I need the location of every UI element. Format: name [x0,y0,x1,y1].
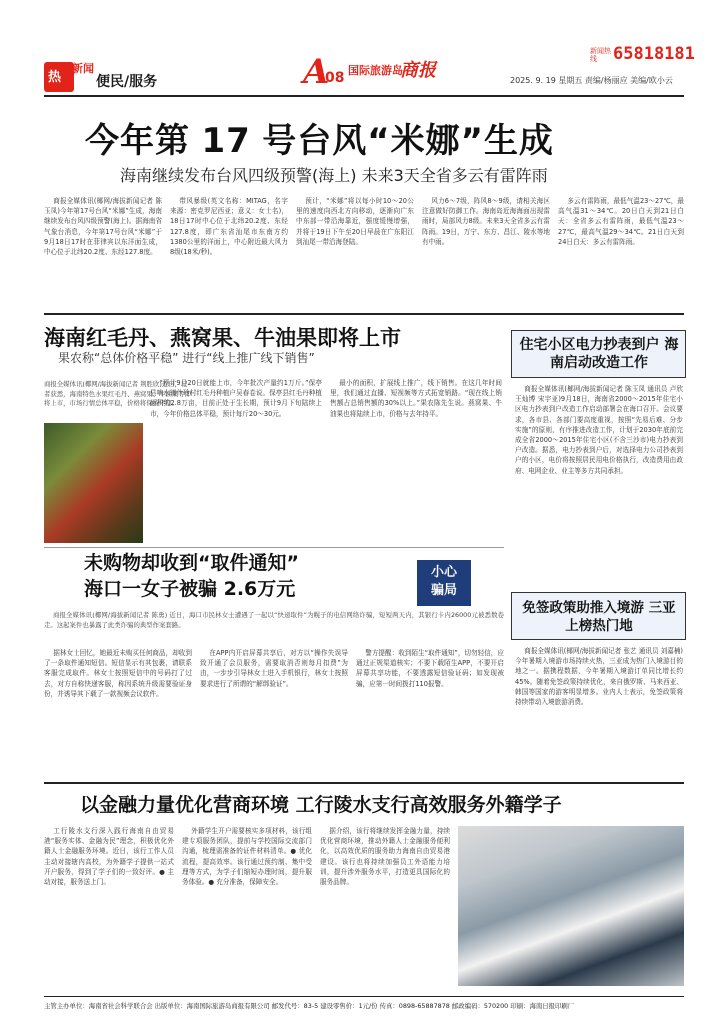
sidebar1-title: 住宅小区电力抄表到户 海南启动改造工作 [519,337,679,371]
article2-headline: 海南红毛丹、燕窝果、牛油果即将上市 [44,326,401,350]
page-number: 08 [325,70,345,86]
stamp-line-1: 小心 [430,565,457,580]
article2-subheadline: 果农称“总体价格平稳” 进行“线上推广线下销售” [58,351,315,365]
sidebar1-body: 商报全媒体讯(椰网/海拔新闻记者 陈玉凤 通讯员 卢欣 王灿博 宋宇亚)9月18日，海南省2000～2015年住宅小区电力抄表到户改造工作启动部署会在海口召开。会议要求，各市县、各部门要高度重视，按照“先易后难、分步实施”的原则，有序推进改造工作，计划于2030年底前完成全省2000～2015年住宅小区(不含三沙市)电力抄表到户改造。据悉，电力抄表到户后，对选择电力公司抄表到户的小区，电价将按照居民用电价格执行，改造费用由政府、电网企业、业主等多方共同承担。 [515,385,683,475]
paper-script-logo: 商报 [400,60,436,81]
article1-col-3: 预计，“米娜”将以每小时10～20公里的速度向西北方向移动，逐渐向广东中东部一带沿海靠近，强度缓慢增强，并将于19日下午至20日早晨在广东阳江到汕尾一带沿海登陆。 [296,197,414,246]
footer-imprint: 主管主办单位：海南省社会科学联合会 出版单位：海南国际旅游岛商报有限公司 邮发代号：83-5 建设零售价：1元/份 传真：0898-65887878 邮政编码：570200 印刷：海南日报印刷厂 [44,996,684,1010]
article1-col-5: 多云有雷阵雨，最低气温23～27℃，最高气温31～34℃。20日白天到21日白天：全省多云有雷阵雨，最低气温23～27℃，最高气温29～34℃。21日白天到24日白天：多云有雷阵雨。 [558,197,684,246]
article1-col-4: 风力6～7级，阵风8～9级，请相关海区注意做好防御工作。海南岛近海海面出现雷雨时，局部风力8级。未来3天全省多云有雷阵雨。19日，万宁、东方、昌江、陵水等地有中雨。 [422,197,550,246]
article4-col-3: 据介绍，该行将继续发挥金融力量，持续优化营商环境，推动外籍人士金融服务便利化，以高效优质的服务助力海南自由贸易港建设。该行也将持续加强员工外语能力培训，提升涉外服务水平，打造更具国际化的服务品牌。 [320,827,450,887]
stamp-line-2: 骗局 [430,583,457,598]
article2-col-2: 最小的面积，扩展线上推广，线下销售。在这几年时间里，我们通过直播、短视频等方式拓宽销路。“现在线上销售额占总销售额的30%以上。”果农陈先生说。燕窝果、牛油果也将陆续上市，价格与去年持平。 [330,379,502,418]
article2-col-1: “预计9月20日就能上市，今年批次产量约1万斤。”保亭县响水镇什玲村红毛丹种植户吴春卷说。保亭县红毛丹种植面积约2.8万亩，目前正处于生长期，预计9月下旬陆续上市，今年价格总体平稳，预计每斤20～30元。 [150,379,322,418]
article3-col-1: 据林女士回忆，她最近未购买任何商品，却收到了一条取件通知短信。短信显示有其包裹，请联系客服完成取件。林女士按照短信中的号码打了过去，对方自称快递客服，称因系统升级需要验证身份，并诱导其下载了一款视频会议软件。 [44,649,192,698]
article4-col-2: 外籍学生开户需要核实多项材料，该行组建专项服务团队，提前与学校国际交流部门沟通，梳理需准备的证件材料清单。● 优化流程，提高效率。该行通过预约制、集中受理等方式，为学子们缩短办理时间，提升服务体验。● 充分准备，保障安全。 [182,827,312,887]
masthead-rule [44,95,684,97]
hotline-label: 新闻热线 [590,47,611,63]
article3-headline-line1: 未购物却收到“取件通知” [84,552,299,574]
article3-col-3: 警方提醒：收到陌生“取件通知”，切勿轻信，应通过正规渠道核实；不要下载陌生APP，不要开启屏幕共享功能，不要透露短信验证码；如发现被骗，应第一时间拨打110报警。 [356,649,504,688]
dateline: 2025. 9. 19 星期五 责编/杨丽应 美编/欧小云 [510,76,673,85]
section-divider-2 [44,782,684,784]
section-logo-main: 热 [48,70,62,85]
section-divider [44,313,684,315]
article3-col-2: 在APP内开启屏幕共享后，对方以“操作失误导致开通了会员服务，需要取消否则每月扣费”为由，一步步引导林女士进入手机银行，林女士按照要求进行了所谓的“解绑验证”。 [200,649,348,688]
article2-caption: 商报全媒体讯(椰网/海拔新闻记者 荆胜欣)近日，记者获悉，海南特色水果红毛丹、燕窝果、牛油果等即将上市，市场行情总体平稳，价格将保持平稳。 [44,380,191,407]
hotline-number: 65818181 [613,44,695,64]
paper-name: 国际旅游岛 [348,64,403,77]
article1-subheadline: 海南继续发布台风四级预警(海上) 未来3天全省多云有雷阵雨 [120,166,548,185]
article3-lede: 商报全媒体讯(椰网/海拔新闻记者 陈勇) 近日，海口市民林女士遭遇了一起以“快递取件”为幌子的电信网络诈骗，短短两天内，其银行卡内26000元被悉数卷走。这起案件也暴露了此类诈骗的典型作案套路。 [44,611,504,629]
article4-col-1: 工行陵水支行深入践行海南自由贸易港“服务实体、金融为民”理念，积极优化外籍人士金融服务环境。近日，该行工作人员主动对接辖内高校，为外籍学子提供一站式开户服务，得到了学子们的一致好评。● 主动对接，服务送上门。 [44,827,174,887]
article1-col-1: 商报全媒体讯(椰网/海拔新闻记者 陈玉凤)今年第17号台风“米娜”生成，海南继续发布台风四级预警(海上)。据海南省气象台消息，今年第17号台风“米娜”于9月18日17时在菲律宾以东洋面生成，中心位于北纬20.2度、东经127.8度。 [44,197,162,257]
fruit-farmer-photo [44,423,143,543]
section-logo-sub: 新闻 [72,62,94,75]
article3-headline-line2: 海口一女子被骗 2.6万元 [84,578,296,600]
sidebar2-body: 商报全媒体讯(椰网/海拔新闻记者 张艺 通讯员 刘嘉楠)今年暑期入境游市场持续火热，三亚成为热门入境游目的地之一。据携程数据，今年暑期入境游订单同比增长约45%。随着免签政策持续优化，来自俄罗斯、马来西亚、韩国等国家的游客明显增多。业内人士表示，免签政策将持续带动入境旅游消费。 [515,647,683,707]
bank-service-photo [458,826,684,986]
sidebar2-title: 免签政策助推入境游 三亚上榜热门地 [522,600,676,634]
article1-headline: 今年第 17 号台风“米娜”生成 [85,121,554,161]
warning-stamp [417,560,471,606]
article4-headline: 以金融力量优化营商环境 工行陵水支行高效服务外籍学子 [80,794,562,816]
page-letter: A [303,52,330,92]
section-title: 便民/服务 [96,74,158,90]
article1-col-2: 带风暴级(英文名称：MITAG，名字来源：密克罗尼西亚；意义：女士名)，18日17时中心位于北纬20.2度、东经127.8度，即广东省汕尾市东南方约1380公里的洋面上，中心附近最大风力8级(18米/秒)。 [170,197,288,257]
